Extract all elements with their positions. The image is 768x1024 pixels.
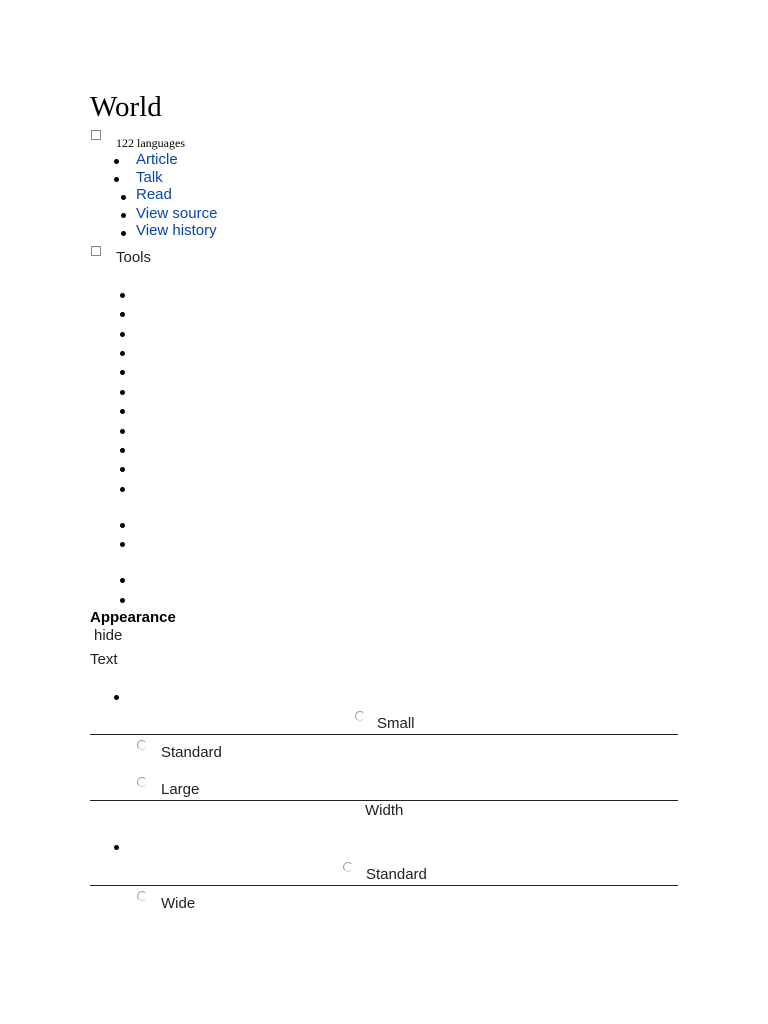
text-standard-label[interactable]: Standard <box>161 744 222 761</box>
divider <box>90 800 678 801</box>
tools-list-item <box>120 542 125 547</box>
tools-list-item <box>120 467 125 472</box>
tools-list-item <box>120 598 125 603</box>
text-large-radio[interactable] <box>137 777 147 787</box>
appearance-hide-button[interactable]: hide <box>94 627 123 644</box>
nav-bullet <box>121 213 126 218</box>
nav-bullet <box>121 195 126 200</box>
width-wide-radio[interactable] <box>137 891 147 901</box>
text-small-radio[interactable] <box>355 711 365 721</box>
tab-talk[interactable]: Talk <box>136 169 163 186</box>
tab-article[interactable]: Article <box>136 151 178 168</box>
text-size-list-item <box>114 695 119 700</box>
text-size-label: Text <box>90 651 118 668</box>
languages-checkbox[interactable] <box>91 130 101 140</box>
text-standard-radio[interactable] <box>137 740 147 750</box>
tools-list-item <box>120 390 125 395</box>
tools-list-item <box>120 487 125 492</box>
page-title: World <box>90 91 162 123</box>
text-small-label[interactable]: Small <box>377 715 415 732</box>
nav-bullet <box>114 177 119 182</box>
tools-list-item <box>120 409 125 414</box>
divider <box>90 734 678 735</box>
tab-view-source[interactable]: View source <box>136 205 218 222</box>
tools-label[interactable]: Tools <box>116 249 152 266</box>
tools-list-item <box>120 332 125 337</box>
width-standard-label[interactable]: Standard <box>366 866 427 883</box>
languages-label[interactable]: 122 languages <box>116 136 185 150</box>
tools-list-item <box>120 312 125 317</box>
divider <box>90 885 678 886</box>
width-label: Width <box>365 802 404 819</box>
width-list-item <box>114 845 119 850</box>
tools-list-item <box>120 578 125 583</box>
tab-read[interactable]: Read <box>136 186 172 203</box>
width-wide-label[interactable]: Wide <box>161 895 196 912</box>
appearance-heading: Appearance <box>90 609 176 626</box>
tools-list-item <box>120 429 125 434</box>
tools-checkbox[interactable] <box>91 246 101 256</box>
width-standard-radio[interactable] <box>343 862 353 872</box>
tab-view-history[interactable]: View history <box>136 222 217 239</box>
nav-bullet <box>114 159 119 164</box>
tools-list-item <box>120 351 125 356</box>
text-large-label[interactable]: Large <box>161 781 200 798</box>
tools-list-item <box>120 293 125 298</box>
nav-bullet <box>121 231 126 236</box>
tools-list-item <box>120 448 125 453</box>
tools-list-item <box>120 370 125 375</box>
tools-list-item <box>120 523 125 528</box>
